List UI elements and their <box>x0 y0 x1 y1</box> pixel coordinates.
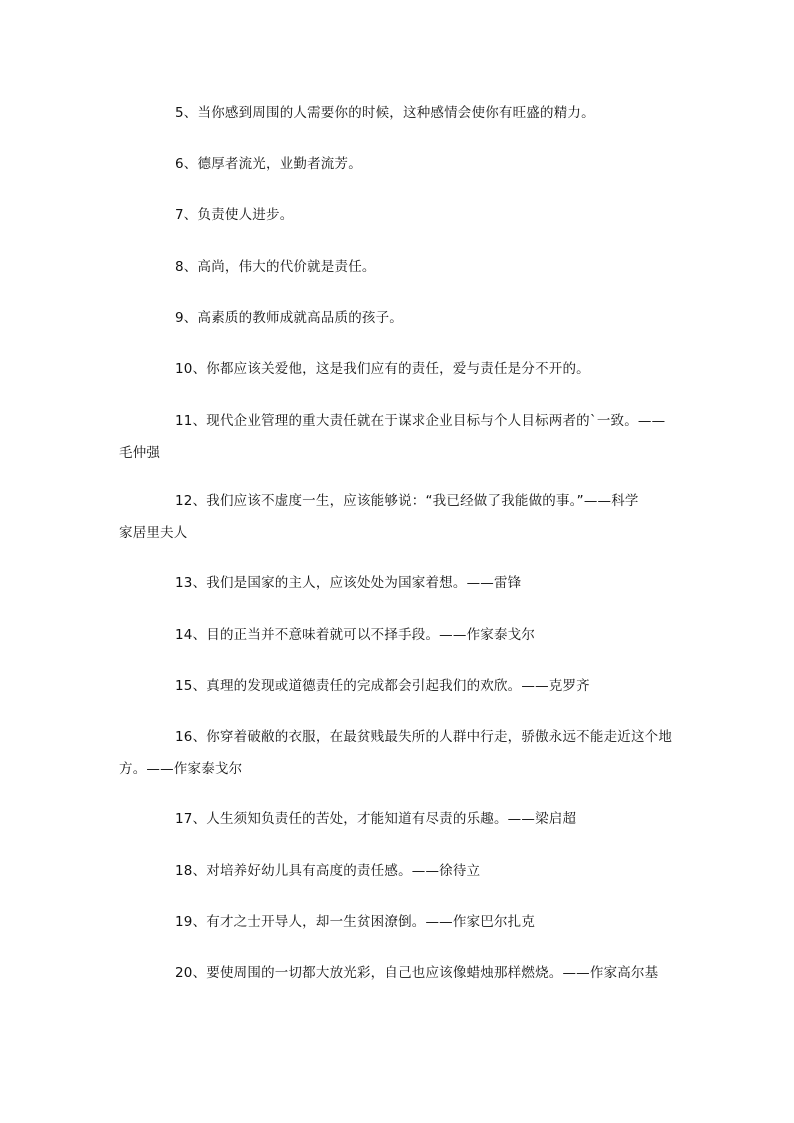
quote-item-7 <box>119 199 679 231</box>
quote-number: 10、 <box>175 361 207 377</box>
quote-item-11 <box>119 405 679 469</box>
quote-item-10 <box>119 353 679 385</box>
quote-item-12 <box>119 485 679 549</box>
quote-text: 对培养好幼儿具有高度的责任感。——徐待立 <box>206 863 481 879</box>
quote-text: 目的正当并不意味着就可以不择手段。——作家泰戈尔 <box>206 627 536 643</box>
quote-item-9 <box>119 302 679 334</box>
quote-number: 15、 <box>175 678 207 694</box>
quote-item-13 <box>119 567 679 599</box>
quote-text: 负责使人进步。 <box>197 207 294 223</box>
quote-number: 8、 <box>175 259 198 275</box>
quote-item-16 <box>119 721 679 785</box>
quote-text: 你穿着破敝的衣服，在最贫贱最失所的人群中行走，骄傲永远不能走近这个地 <box>206 729 673 745</box>
quote-number: 17、 <box>175 811 207 827</box>
quote-text: 你都应该关爱他，这是我们应有的责任，爱与责任是分不开的。 <box>206 361 590 377</box>
quote-continuation: 方。——作家泰戈尔 <box>119 761 243 777</box>
quote-number: 6、 <box>175 156 198 172</box>
quote-item-18 <box>119 855 679 887</box>
quote-number: 5、 <box>175 105 198 121</box>
quote-item-8 <box>119 251 679 283</box>
quote-text: 当你感到周围的人需要你的时候，这种感情会使你有旺盛的精力。 <box>197 105 595 121</box>
quote-text: 我们是国家的主人，应该处处为国家着想。——雷锋 <box>206 575 522 591</box>
quote-number: 13、 <box>175 575 207 591</box>
quote-number: 20、 <box>175 965 207 981</box>
quote-number: 11、 <box>175 413 207 429</box>
quote-number: 12、 <box>175 493 207 509</box>
quote-text: 人生须知负责任的苦处，才能知道有尽责的乐趣。——梁启超 <box>206 811 577 827</box>
quote-number: 16、 <box>175 729 207 745</box>
quote-continuation: 家居里夫人 <box>119 525 188 541</box>
quote-text: 现代企业管理的重大责任就在于谋求企业目标与个人目标两者的`一致。—— <box>206 413 666 429</box>
quote-number: 7、 <box>175 207 198 223</box>
quote-text: 有才之士开导人，却一生贫困潦倒。——作家巴尔扎克 <box>206 914 536 930</box>
quote-text: 要使周围的一切都大放光彩，自己也应该像蜡烛那样燃烧。——作家高尔基 <box>206 965 659 981</box>
quote-item-14 <box>119 619 679 651</box>
quote-item-20 <box>119 957 679 989</box>
quote-number: 18、 <box>175 863 207 879</box>
quote-item-19 <box>119 906 679 938</box>
quote-text: 真理的发现或道德责任的完成都会引起我们的欢欣。——克罗齐 <box>206 678 590 694</box>
quote-number: 19、 <box>175 914 207 930</box>
quote-number: 9、 <box>175 310 198 326</box>
quote-text: 我们应该不虚度一生，应该能够说：“我已经做了我能做的事。”——科学 <box>206 493 639 509</box>
quote-text: 高尚，伟大的代价就是责任。 <box>197 259 376 275</box>
quote-item-5 <box>119 97 679 129</box>
quote-item-6 <box>119 148 679 180</box>
quote-number: 14、 <box>175 627 207 643</box>
quote-continuation: 毛仲强 <box>119 445 161 461</box>
quote-text: 高素质的教师成就高品质的孩子。 <box>197 310 403 326</box>
quote-text: 德厚者流光，业勤者流芳。 <box>197 156 362 172</box>
quote-item-17 <box>119 803 679 835</box>
quote-item-15 <box>119 670 679 702</box>
